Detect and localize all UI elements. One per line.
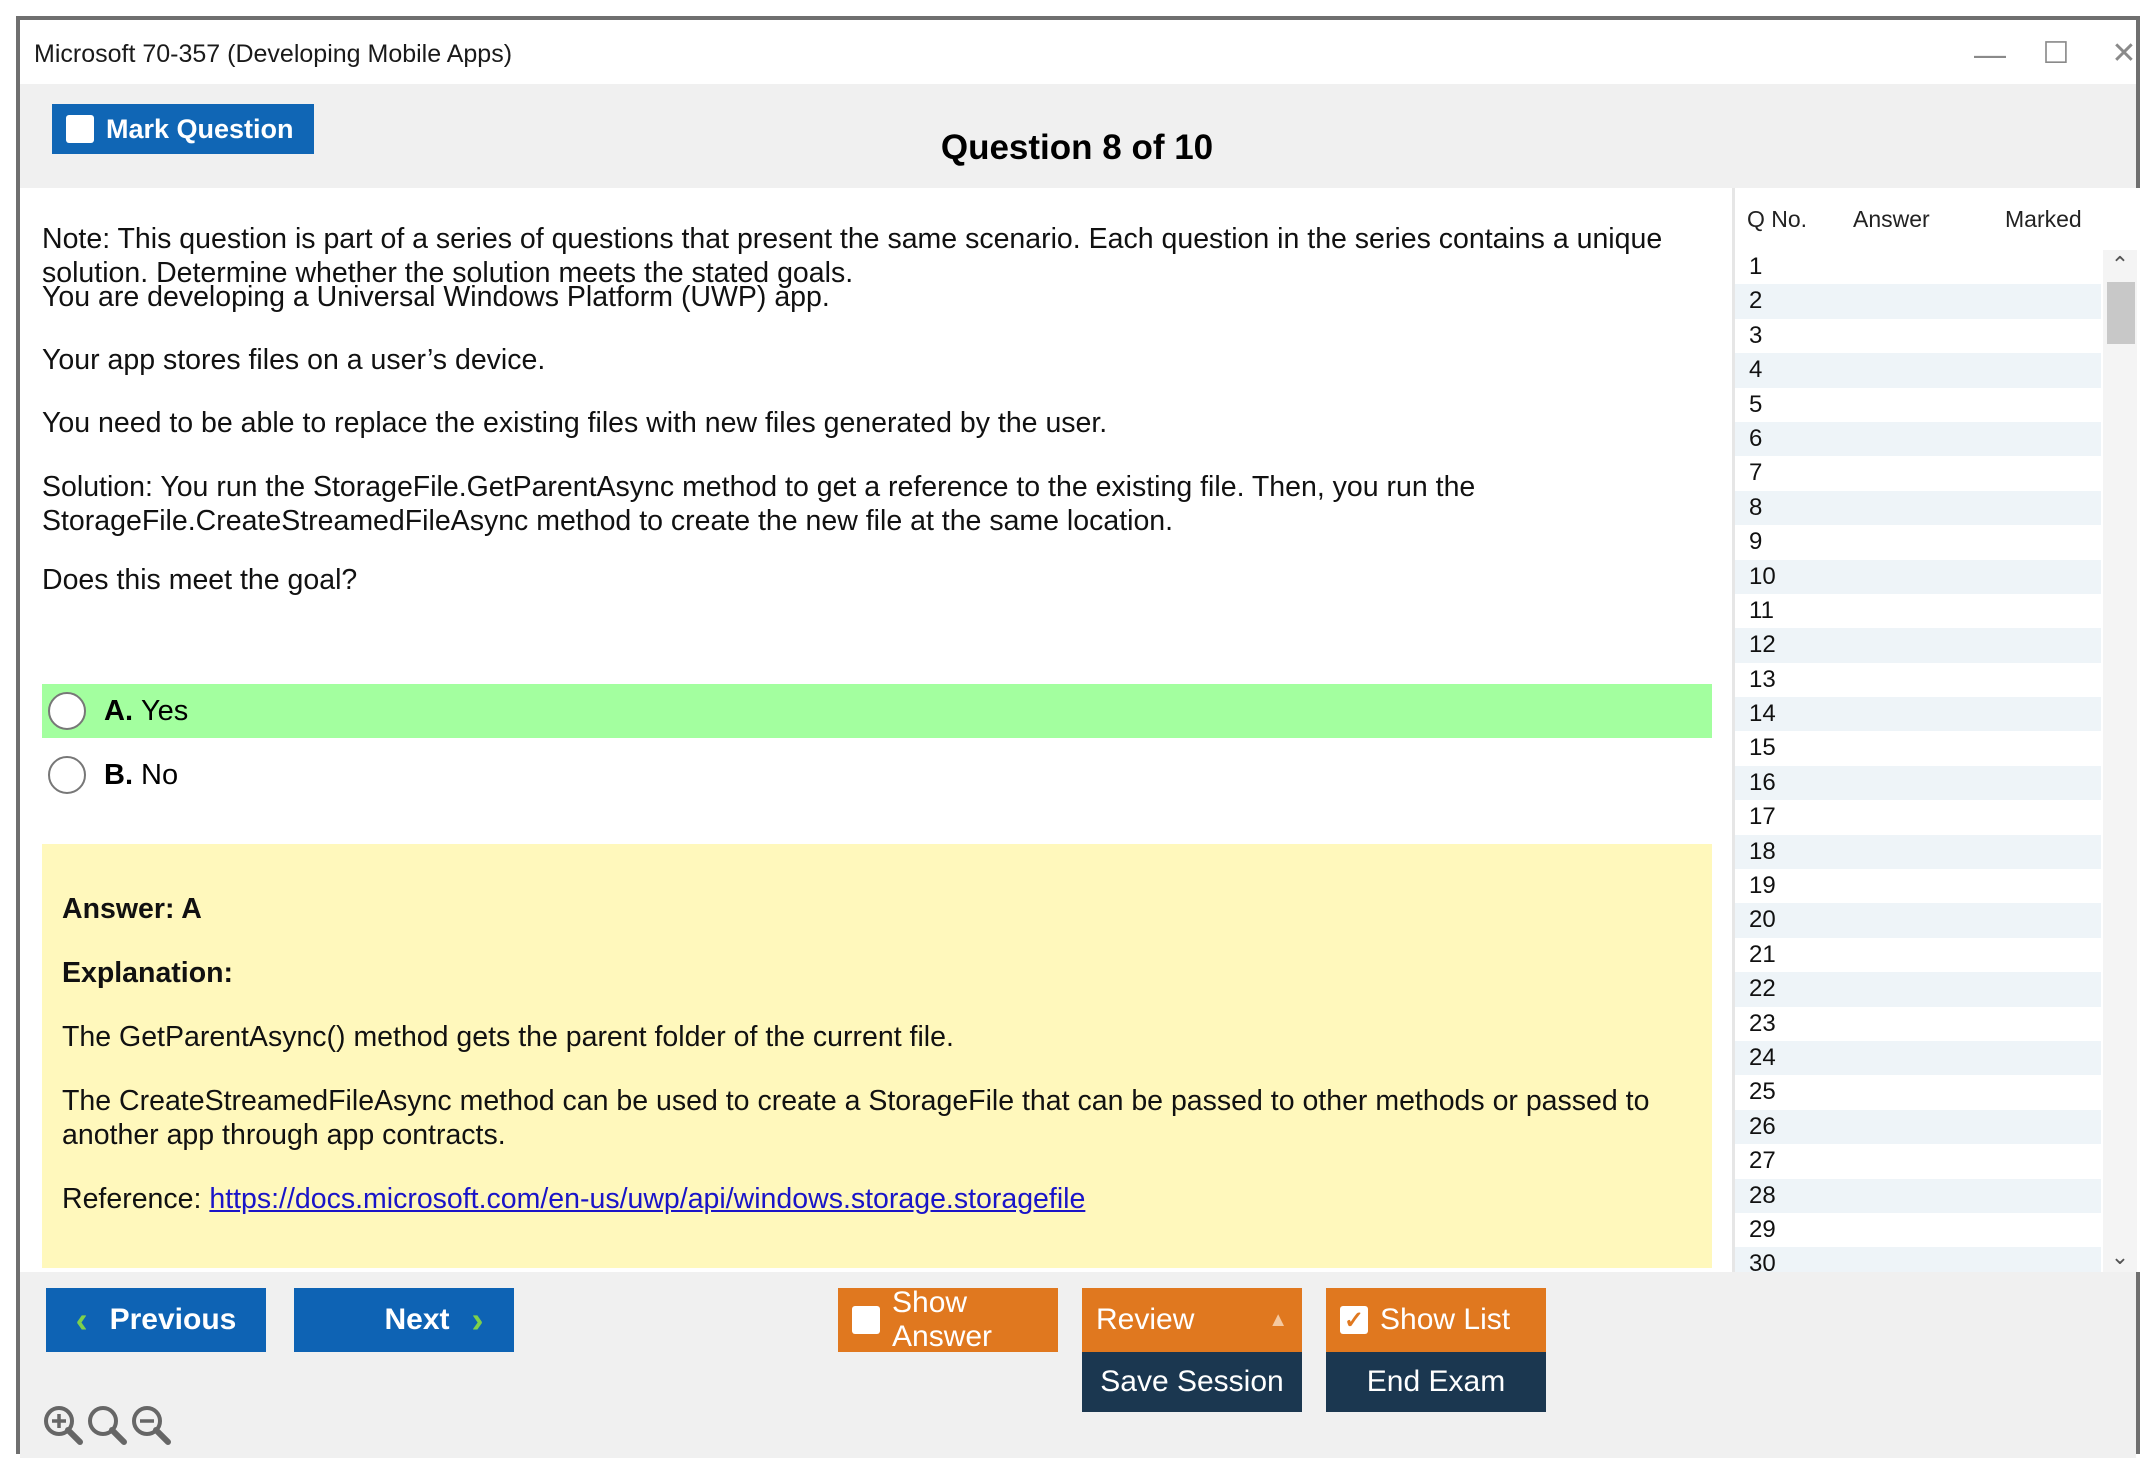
list-item[interactable]: 18 xyxy=(1735,835,2101,869)
minimize-icon[interactable]: — xyxy=(1974,36,2006,72)
question-list xyxy=(1732,188,2140,1272)
next-button[interactable] xyxy=(294,1288,514,1352)
question-paragraph: You need to be able to replace the existing files with new files generated by the user. xyxy=(42,407,1108,439)
previous-label: Previous xyxy=(109,1303,237,1336)
chevron-right-icon: › xyxy=(471,1299,484,1340)
list-item[interactable]: 4 xyxy=(1735,353,2101,387)
list-item[interactable]: 29 xyxy=(1749,1215,1776,1243)
list-item[interactable]: 12 xyxy=(1735,628,2101,662)
maximize-icon[interactable]: ☐ xyxy=(2042,37,2070,70)
reference-line xyxy=(62,1182,1682,1216)
save-session-button[interactable]: Save Session xyxy=(1082,1352,1302,1412)
option-a[interactable] xyxy=(42,684,1712,738)
show-list-button[interactable] xyxy=(1326,1288,1546,1352)
exam-window xyxy=(16,16,2140,1454)
column-header-qno[interactable]: Q No. xyxy=(1747,206,1808,232)
list-item[interactable]: 16 xyxy=(1735,766,2101,800)
list-item[interactable]: 1 xyxy=(1749,253,1763,280)
next-label: Next xyxy=(384,1303,450,1336)
list-item[interactable]: 7 xyxy=(1749,459,1763,487)
question-content xyxy=(20,188,1732,1272)
zoom-in-icon[interactable] xyxy=(40,1402,86,1448)
page-title: Question 8 of 10 xyxy=(940,128,1214,167)
question-paragraph: Your app stores files on a user’s device. xyxy=(42,344,546,376)
list-item[interactable]: 13 xyxy=(1749,665,1776,693)
explanation-paragraph: The CreateStreamedFileAsync method can be used to create a StorageFile that can be passed to other methods or passed to another app through app contracts. xyxy=(62,1085,1650,1151)
scrollbar[interactable] xyxy=(2103,250,2137,1272)
chevron-left-icon: ‹ xyxy=(75,1299,88,1340)
column-header-answer[interactable]: Answer xyxy=(1853,206,1930,232)
list-item[interactable]: 27 xyxy=(1749,1147,1776,1175)
reference-link[interactable]: https://docs.microsoft.com/en-us/uwp/api/windows.storage.storagefile xyxy=(209,1183,1086,1215)
title-bar xyxy=(20,20,2136,84)
scroll-thumb[interactable] xyxy=(2107,282,2135,344)
question-paragraph: You are developing a Universal Windows Platform (UWP) app. xyxy=(42,281,830,313)
list-item[interactable]: 11 xyxy=(1749,596,1774,624)
list-item[interactable]: 30 xyxy=(1735,1247,2101,1272)
question-list-body xyxy=(1735,250,2101,1272)
explanation-heading: Explanation: xyxy=(62,957,234,989)
option-letter: A. xyxy=(104,694,133,727)
scroll-down-icon[interactable]: ⌄ xyxy=(2110,1244,2130,1269)
list-item[interactable]: 9 xyxy=(1749,528,1763,556)
explanation-paragraph: The GetParentAsync() method gets the parent folder of the current file. xyxy=(62,1021,954,1053)
caret-up-icon: ▲ xyxy=(1268,1308,1288,1331)
option-text: Yes xyxy=(141,694,189,727)
end-exam-button[interactable]: End Exam xyxy=(1326,1352,1546,1412)
zoom-reset-icon[interactable] xyxy=(84,1402,130,1448)
list-item[interactable]: 25 xyxy=(1749,1078,1776,1106)
list-item[interactable]: 10 xyxy=(1735,560,2101,594)
list-item[interactable]: 21 xyxy=(1749,940,1776,968)
list-item[interactable]: 23 xyxy=(1749,1009,1776,1037)
list-item[interactable]: 19 xyxy=(1749,872,1776,900)
list-item[interactable]: 5 xyxy=(1749,390,1763,418)
option-b[interactable] xyxy=(42,748,1712,802)
zoom-out-icon[interactable] xyxy=(128,1402,174,1448)
window-title: Microsoft 70-357 (Developing Mobile Apps) xyxy=(34,40,513,68)
close-icon[interactable]: ✕ xyxy=(2111,37,2137,70)
list-item[interactable]: 6 xyxy=(1735,422,2101,456)
previous-button[interactable] xyxy=(46,1288,266,1352)
list-item[interactable]: 22 xyxy=(1735,972,2101,1006)
mark-question-label: Mark Question xyxy=(106,113,294,144)
show-answer-button[interactable] xyxy=(838,1288,1058,1352)
answer-panel xyxy=(42,844,1712,1268)
option-letter: B. xyxy=(104,758,133,791)
review-button[interactable] xyxy=(1082,1288,1302,1352)
list-item[interactable]: 15 xyxy=(1749,734,1776,762)
question-header xyxy=(20,84,2136,188)
list-item[interactable]: 24 xyxy=(1735,1041,2101,1075)
show-answer-label: Show Answer xyxy=(892,1286,993,1353)
question-paragraph: Solution: You run the StorageFile.GetParentAsync method to get a reference to the existing file. Then, you run the StorageFile.CreateStreamedFileAsync method to create the new file at the same location. xyxy=(42,471,1476,537)
list-item[interactable]: 8 xyxy=(1735,491,2101,525)
radio-button[interactable] xyxy=(48,756,86,794)
option-text: No xyxy=(141,758,179,791)
column-header-marked[interactable]: Marked xyxy=(2005,206,2082,232)
list-item[interactable]: 14 xyxy=(1735,697,2101,731)
checkbox-icon xyxy=(852,1306,880,1334)
review-label: Review xyxy=(1096,1303,1195,1336)
list-item[interactable]: 28 xyxy=(1735,1179,2101,1213)
checkmark-icon: ✓ xyxy=(1340,1306,1368,1334)
bottom-toolbar xyxy=(20,1272,2136,1458)
question-paragraph: Does this meet the goal? xyxy=(42,564,358,596)
question-paragraph: Note: This question is part of a series of questions that present the same scenario. Each question in the series contains a unique solution. Determine whether the solution meets the stated goals. xyxy=(42,223,1663,289)
list-item[interactable]: 20 xyxy=(1735,903,2101,937)
question-list-header xyxy=(1735,188,2140,246)
reference-label: Reference: xyxy=(62,1183,210,1215)
scroll-up-icon[interactable]: ⌃ xyxy=(2110,252,2130,277)
list-item[interactable]: 2 xyxy=(1735,284,2101,318)
list-item[interactable]: 26 xyxy=(1735,1110,2101,1144)
list-item[interactable]: 3 xyxy=(1749,321,1763,349)
list-item[interactable]: 17 xyxy=(1749,803,1776,831)
show-list-label: Show List xyxy=(1380,1303,1511,1336)
radio-button[interactable] xyxy=(48,692,86,730)
answer-text: Answer: A xyxy=(62,893,202,925)
